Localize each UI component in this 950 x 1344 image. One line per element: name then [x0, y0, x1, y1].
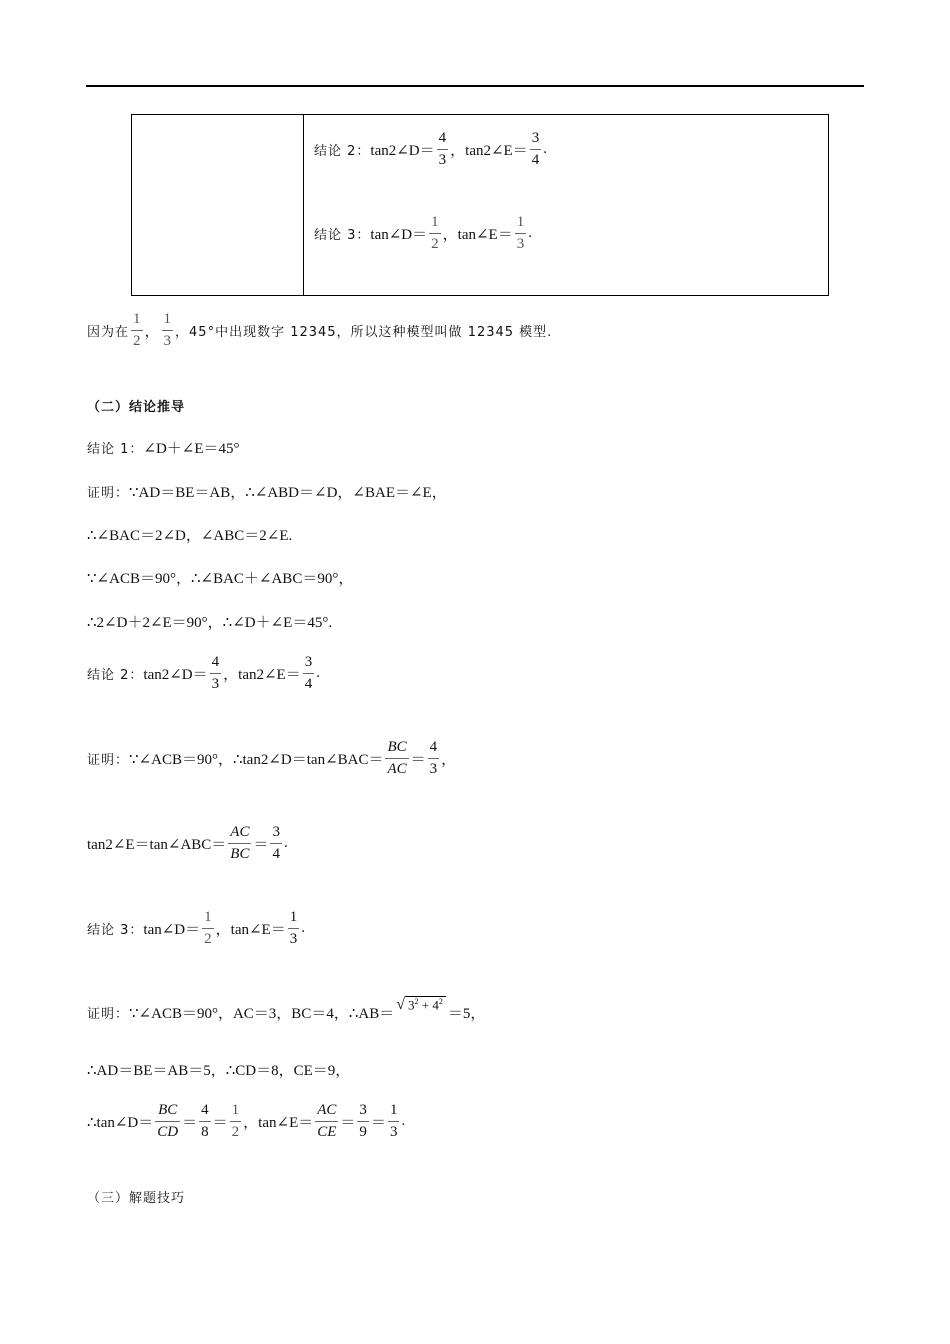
end: . [401, 1113, 406, 1129]
sep: ， [243, 1115, 259, 1131]
proof-label: 证明： [87, 486, 130, 501]
intro-prefix: 因为在 [87, 325, 130, 340]
c3-b: tan∠E＝ [230, 922, 286, 938]
sep: ， [450, 143, 466, 159]
c1-proof-4: ∴2∠D＋2∠E＝90°，∴∠D＋∠E＝45°. [87, 615, 333, 631]
fraction: $\frac{3}{9}$ [359, 1102, 367, 1140]
section-2-title: （二）结论推导 [87, 400, 186, 415]
sqrt-expression: √ $3^2 + 4^2$ [396, 996, 446, 1014]
fraction: $\frac{1}{2}$ [133, 311, 141, 349]
c1-label: 结论 1： [87, 442, 144, 457]
intro-rest: ，45°中出现数字 12345，所以这种模型叫做 12345 模型. [175, 325, 553, 340]
eq: ＝ [410, 752, 426, 768]
fraction: $\frac{AC}{BC}$ [230, 824, 250, 862]
table-c2-label: 结论 2： [314, 144, 371, 159]
end: ＝5， [447, 1006, 486, 1022]
proof-label: 证明： [87, 753, 130, 768]
fraction: $\frac{AC}{CE}$ [317, 1102, 337, 1140]
sep: ， [442, 227, 458, 243]
c1-proof-3: ∵∠ACB＝90°，∴∠BAC＋∠ABC＝90°， [87, 571, 354, 587]
c3-a: tan∠D＝ [143, 922, 201, 938]
end: . [316, 665, 320, 681]
eq: ＝ [182, 1115, 198, 1131]
fraction: $\frac{1}{3}$ [389, 1102, 398, 1140]
fraction: $\frac{BC}{CD}$ [157, 1102, 179, 1140]
eq: ＝ [340, 1115, 356, 1131]
fraction: $\frac{3}{4}$ [531, 130, 540, 168]
sep: ， [223, 667, 239, 683]
end: ， [441, 752, 457, 768]
eq: ＝ [253, 837, 269, 853]
table-conclusion-3 [314, 215, 532, 252]
fraction: $\frac{4}{8}$ [201, 1102, 209, 1140]
eq: ＝ [212, 1115, 228, 1131]
c3-label: 结论 3： [87, 923, 144, 938]
table-divider [303, 115, 304, 295]
c3-p3-a: ∴tan∠D＝ [87, 1115, 154, 1131]
conclusion-2 [87, 655, 320, 692]
sep: ， [215, 922, 231, 938]
end: . [528, 225, 532, 241]
c2-p1-a: ∵∠ACB＝90°，∴tan2∠D＝tan∠BAC＝ [129, 752, 384, 768]
c3-proof-3 [87, 1103, 405, 1140]
c3-p3-b: tan∠E＝ [258, 1115, 314, 1131]
header-rule [86, 85, 864, 87]
c2-label: 结论 2： [87, 668, 144, 683]
c1-proof-2: ∴∠BAC＝2∠D，∠ABC＝2∠E. [87, 528, 293, 544]
intro-paragraph [87, 312, 552, 349]
eq: ＝ [370, 1115, 386, 1131]
fraction: $\frac{3}{4}$ [272, 824, 280, 862]
conclusion-3 [87, 910, 305, 947]
fraction: $\frac{1}{3}$ [289, 909, 298, 947]
end: . [283, 835, 288, 851]
table-c2-b: tan2∠E＝ [465, 143, 528, 159]
table-conclusion-2 [314, 131, 547, 168]
fraction: $\frac{BC}{AC}$ [387, 739, 407, 777]
fraction: $\frac{3}{4}$ [304, 654, 313, 692]
table-c3-label: 结论 3： [314, 228, 371, 243]
c3-proof-1 [87, 995, 486, 1023]
end: . [301, 920, 305, 936]
c2-b: tan2∠E＝ [238, 667, 301, 683]
fraction: $\frac{4}{3}$ [211, 654, 220, 692]
section-3-title: （三）解题技巧 [87, 1191, 186, 1206]
table-c3-b: tan∠E＝ [457, 227, 513, 243]
c1-text: ∠D＋∠E＝45° [143, 441, 240, 457]
c2-proof-2 [87, 825, 288, 862]
c1-p1: ∵AD＝BE＝AB，∴∠ABD＝∠D，∠BAE＝∠E， [129, 485, 447, 501]
fraction: $\frac{1}{2}$ [204, 909, 212, 947]
c3-p1-a: ∵∠ACB＝90°，AC＝3，BC＝4，∴AB＝ [129, 1006, 395, 1022]
c2-proof-1 [87, 740, 456, 777]
fraction: $\frac{4}{3}$ [438, 130, 447, 168]
c2-a: tan2∠D＝ [143, 667, 208, 683]
conclusion-1 [87, 437, 240, 458]
c2-p2-a: tan2∠E＝tan∠ABC＝ [87, 837, 227, 853]
c3-proof-2: ∴AD＝BE＝AB＝5，∴CD＝8，CE＝9， [87, 1063, 351, 1079]
fraction: $\frac{4}{3}$ [429, 739, 438, 777]
sep: ， [144, 324, 160, 340]
table-c3-a: tan∠D＝ [370, 227, 428, 243]
table-c2-a: tan2∠D＝ [370, 143, 435, 159]
fraction: $\frac{1}{3}$ [516, 214, 525, 252]
c1-proof-1 [87, 481, 447, 502]
fraction: $\frac{1}{2}$ [431, 214, 439, 252]
fraction: $\frac{1}{3}$ [163, 311, 172, 349]
summary-table [131, 114, 829, 296]
proof-label: 证明： [87, 1007, 130, 1022]
fraction: $\frac{1}{2}$ [231, 1102, 240, 1140]
end: . [543, 141, 547, 157]
